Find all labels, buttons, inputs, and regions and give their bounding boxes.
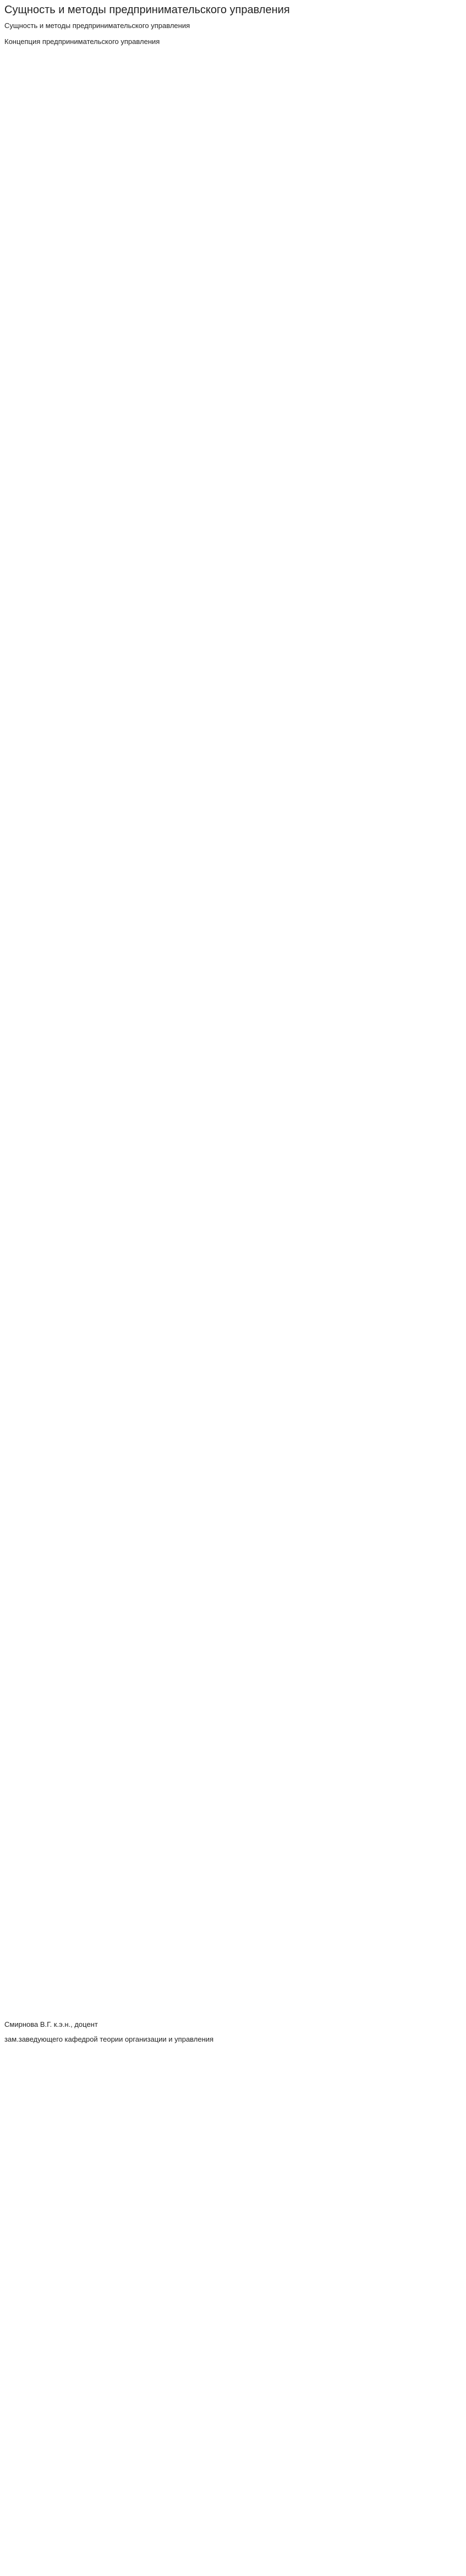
paragraph <box>4 1306 462 1358</box>
paragraph <box>4 578 462 660</box>
intro-section <box>4 52 462 250</box>
paragraph <box>4 140 462 192</box>
paragraph <box>4 1218 462 1301</box>
paragraph <box>4 723 462 806</box>
article <box>4 3 462 2046</box>
list-item <box>4 270 462 281</box>
paragraph <box>4 869 462 894</box>
paragraph <box>4 1597 462 1650</box>
paragraph <box>4 811 462 864</box>
article-subtitle: Сущность и методы предпринимательского управления <box>4 21 190 30</box>
paragraph <box>4 1743 462 1826</box>
page-title: Сущность и методы предпринимательского управления <box>4 4 290 16</box>
closing-section <box>4 1843 462 2014</box>
definition-list <box>4 255 462 312</box>
paragraph <box>4 1452 462 1534</box>
section-heading: Концепция предпринимательского управления <box>4 37 160 46</box>
paragraph <box>4 1540 462 1592</box>
list-item <box>4 301 462 312</box>
paragraph <box>4 1160 462 1213</box>
paragraph <box>4 405 462 457</box>
paragraph <box>4 1364 462 1446</box>
section-gap <box>4 1831 462 1843</box>
paragraph <box>4 1073 462 1155</box>
list-item <box>4 255 462 266</box>
paragraph <box>4 899 462 952</box>
signature-block <box>4 2019 462 2046</box>
paragraph <box>4 1843 462 1926</box>
paragraph <box>4 1655 462 1738</box>
list-item <box>4 286 462 297</box>
paragraph <box>4 957 462 1009</box>
paragraph <box>4 1931 462 2014</box>
author-position: зам.заведующего кафедрой теории организации и управления <box>4 2035 214 2043</box>
paragraph <box>4 52 462 134</box>
paragraph <box>4 462 462 515</box>
paragraph <box>4 520 462 572</box>
paragraph <box>4 666 462 718</box>
paragraph <box>4 317 462 399</box>
paragraph <box>4 197 462 250</box>
author-name: Смирнова В.Г. к.э.н., доцент <box>4 2020 98 2028</box>
body-section <box>4 317 462 1826</box>
paragraph <box>4 1015 462 1067</box>
